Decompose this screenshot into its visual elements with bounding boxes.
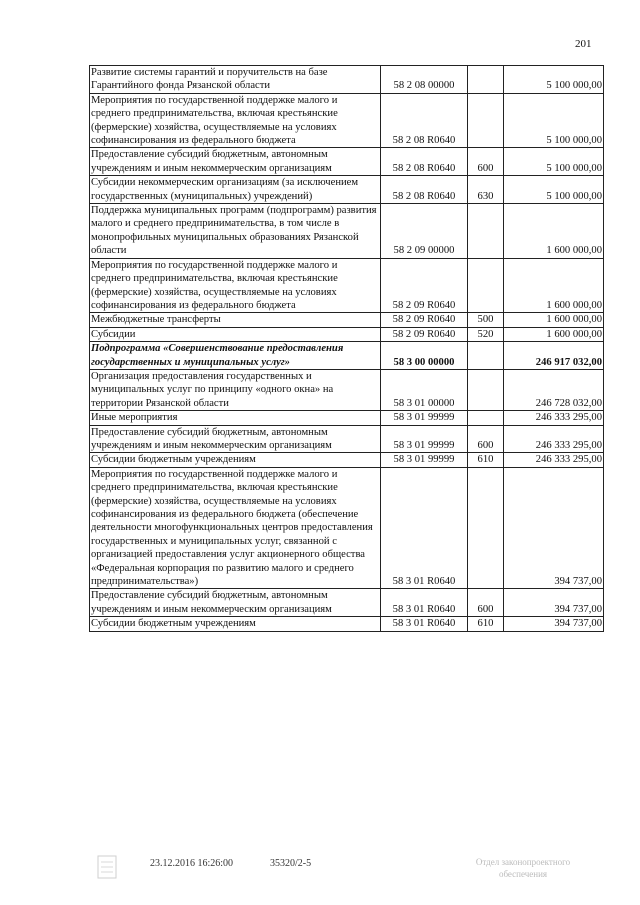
row-type-cell bbox=[468, 204, 504, 259]
table-row bbox=[90, 148, 604, 176]
row-type-cell bbox=[468, 66, 504, 94]
table-row bbox=[90, 369, 604, 410]
footer-department-line-2: обеспечения bbox=[498, 869, 548, 879]
budget-table-body bbox=[90, 66, 604, 632]
table-row bbox=[90, 453, 604, 467]
table-row bbox=[90, 589, 604, 617]
row-type-cell bbox=[468, 93, 504, 148]
row-name-cell: Предоставление субсидий бюджетным, автономным учреждениям и иным некоммерческим организациям bbox=[90, 425, 381, 453]
row-code-cell: 58 2 09 R0640 bbox=[381, 258, 468, 313]
row-type-cell: 600 bbox=[468, 148, 504, 176]
row-name-cell: Мероприятия по государственной поддержке малого и среднего предпринимательства, включая крестьянские (фермерские) хозяйства, осуществляемые на условиях софинансирования из федерального бюджета bbox=[90, 258, 381, 313]
row-sum-cell: 5 100 000,00 bbox=[504, 148, 604, 176]
table-row bbox=[90, 176, 604, 204]
row-code-cell: 58 2 09 00000 bbox=[381, 204, 468, 259]
row-code-cell: 58 2 09 R0640 bbox=[381, 327, 468, 341]
footer-department-line-1: Отдел законопроектного bbox=[475, 857, 571, 867]
row-sum-cell: 5 100 000,00 bbox=[504, 66, 604, 94]
row-code-cell: 58 3 00 00000 bbox=[381, 342, 468, 370]
row-code-cell: 58 3 01 99999 bbox=[381, 425, 468, 453]
row-sum-cell: 5 100 000,00 bbox=[504, 93, 604, 148]
row-name-cell: Субсидии бюджетным учреждениям bbox=[90, 617, 381, 631]
row-sum-cell: 1 600 000,00 bbox=[504, 258, 604, 313]
row-type-cell bbox=[468, 342, 504, 370]
row-type-cell: 610 bbox=[468, 453, 504, 467]
table-row bbox=[90, 66, 604, 94]
table-row bbox=[90, 425, 604, 453]
table-row bbox=[90, 313, 604, 327]
printer-stamp-icon bbox=[95, 852, 119, 882]
row-type-cell: 600 bbox=[468, 589, 504, 617]
row-name-cell: Субсидии бюджетным учреждениям bbox=[90, 453, 381, 467]
row-sum-cell: 246 333 295,00 bbox=[504, 411, 604, 425]
row-name-cell: Иные мероприятия bbox=[90, 411, 381, 425]
row-sum-cell: 1 600 000,00 bbox=[504, 327, 604, 341]
row-type-cell: 500 bbox=[468, 313, 504, 327]
row-name-cell: Межбюджетные трансферты bbox=[90, 313, 381, 327]
row-sum-cell: 1 600 000,00 bbox=[504, 313, 604, 327]
row-type-cell bbox=[468, 369, 504, 410]
table-row bbox=[90, 617, 604, 631]
table-row bbox=[90, 93, 604, 148]
row-sum-cell: 246 333 295,00 bbox=[504, 453, 604, 467]
page-number: 201 bbox=[575, 38, 592, 50]
row-name-cell: Поддержка муниципальных программ (подпрограмм) развития малого и среднего предпринимательства, в том числе в монопрофильных муниципальных образованиях Рязанской области bbox=[90, 204, 381, 259]
row-name-cell: Предоставление субсидий бюджетным, автономным учреждениям и иным некоммерческим организациям bbox=[90, 589, 381, 617]
table-row bbox=[90, 467, 604, 589]
row-sum-cell: 394 737,00 bbox=[504, 589, 604, 617]
row-name-cell: Субсидии некоммерческим организациям (за исключением государственных (муниципальных) учреждений) bbox=[90, 176, 381, 204]
table-row bbox=[90, 204, 604, 259]
row-code-cell: 58 2 08 R0640 bbox=[381, 176, 468, 204]
row-sum-cell: 394 737,00 bbox=[504, 467, 604, 589]
row-code-cell: 58 2 08 00000 bbox=[381, 66, 468, 94]
row-sum-cell: 394 737,00 bbox=[504, 617, 604, 631]
row-name-cell: Субсидии bbox=[90, 327, 381, 341]
row-name-cell: Мероприятия по государственной поддержке малого и среднего предпринимательства, включая крестьянские (фермерские) хозяйства, осуществляемые на условиях софинансирования из федерального бюджета bbox=[90, 93, 381, 148]
row-name-cell: Развитие системы гарантий и поручительств на базе Гарантийного фонда Рязанской области bbox=[90, 66, 381, 94]
row-name-cell: Организация предоставления государственных и муниципальных услуг по принципу «одного окна» на территории Рязанской области bbox=[90, 369, 381, 410]
footer-department-stamp bbox=[448, 856, 598, 880]
footer-document-number: 35320/2-5 bbox=[270, 858, 312, 869]
footer-datetime: 23.12.2016 16:26:00 bbox=[150, 858, 234, 869]
row-type-cell bbox=[468, 258, 504, 313]
row-code-cell: 58 2 08 R0640 bbox=[381, 93, 468, 148]
row-code-cell: 58 3 01 R0640 bbox=[381, 467, 468, 589]
row-type-cell: 630 bbox=[468, 176, 504, 204]
row-code-cell: 58 2 08 R0640 bbox=[381, 148, 468, 176]
row-code-cell: 58 3 01 99999 bbox=[381, 453, 468, 467]
row-code-cell: 58 3 01 99999 bbox=[381, 411, 468, 425]
table-row bbox=[90, 258, 604, 313]
row-type-cell bbox=[468, 411, 504, 425]
row-name-cell: Подпрограмма «Совершенствование предоставления государственных и муниципальных услуг» bbox=[90, 342, 381, 370]
row-type-cell: 610 bbox=[468, 617, 504, 631]
row-type-cell: 600 bbox=[468, 425, 504, 453]
row-code-cell: 58 2 09 R0640 bbox=[381, 313, 468, 327]
row-sum-cell: 246 728 032,00 bbox=[504, 369, 604, 410]
row-name-cell: Мероприятия по государственной поддержке малого и среднего предпринимательства, включая крестьянские (фермерские) хозяйства, осуществляемые на условиях софинансирования из федерального бюджета (обеспечение деятельности многофункциональных центров предоставления государственных и муниципальных услуг, связанной с организацией предоставления услуг акционерного общества «Федеральная корпорация по развитию малого и среднего предпринимательства») bbox=[90, 467, 381, 589]
row-sum-cell: 246 917 032,00 bbox=[504, 342, 604, 370]
row-sum-cell: 5 100 000,00 bbox=[504, 176, 604, 204]
row-type-cell bbox=[468, 467, 504, 589]
row-sum-cell: 246 333 295,00 bbox=[504, 425, 604, 453]
row-code-cell: 58 3 01 R0640 bbox=[381, 589, 468, 617]
row-code-cell: 58 3 01 R0640 bbox=[381, 617, 468, 631]
table-row bbox=[90, 342, 604, 370]
table-row bbox=[90, 327, 604, 341]
row-code-cell: 58 3 01 00000 bbox=[381, 369, 468, 410]
row-type-cell: 520 bbox=[468, 327, 504, 341]
budget-table bbox=[89, 65, 604, 632]
table-row bbox=[90, 411, 604, 425]
row-name-cell: Предоставление субсидий бюджетным, автономным учреждениям и иным некоммерческим организациям bbox=[90, 148, 381, 176]
row-sum-cell: 1 600 000,00 bbox=[504, 204, 604, 259]
